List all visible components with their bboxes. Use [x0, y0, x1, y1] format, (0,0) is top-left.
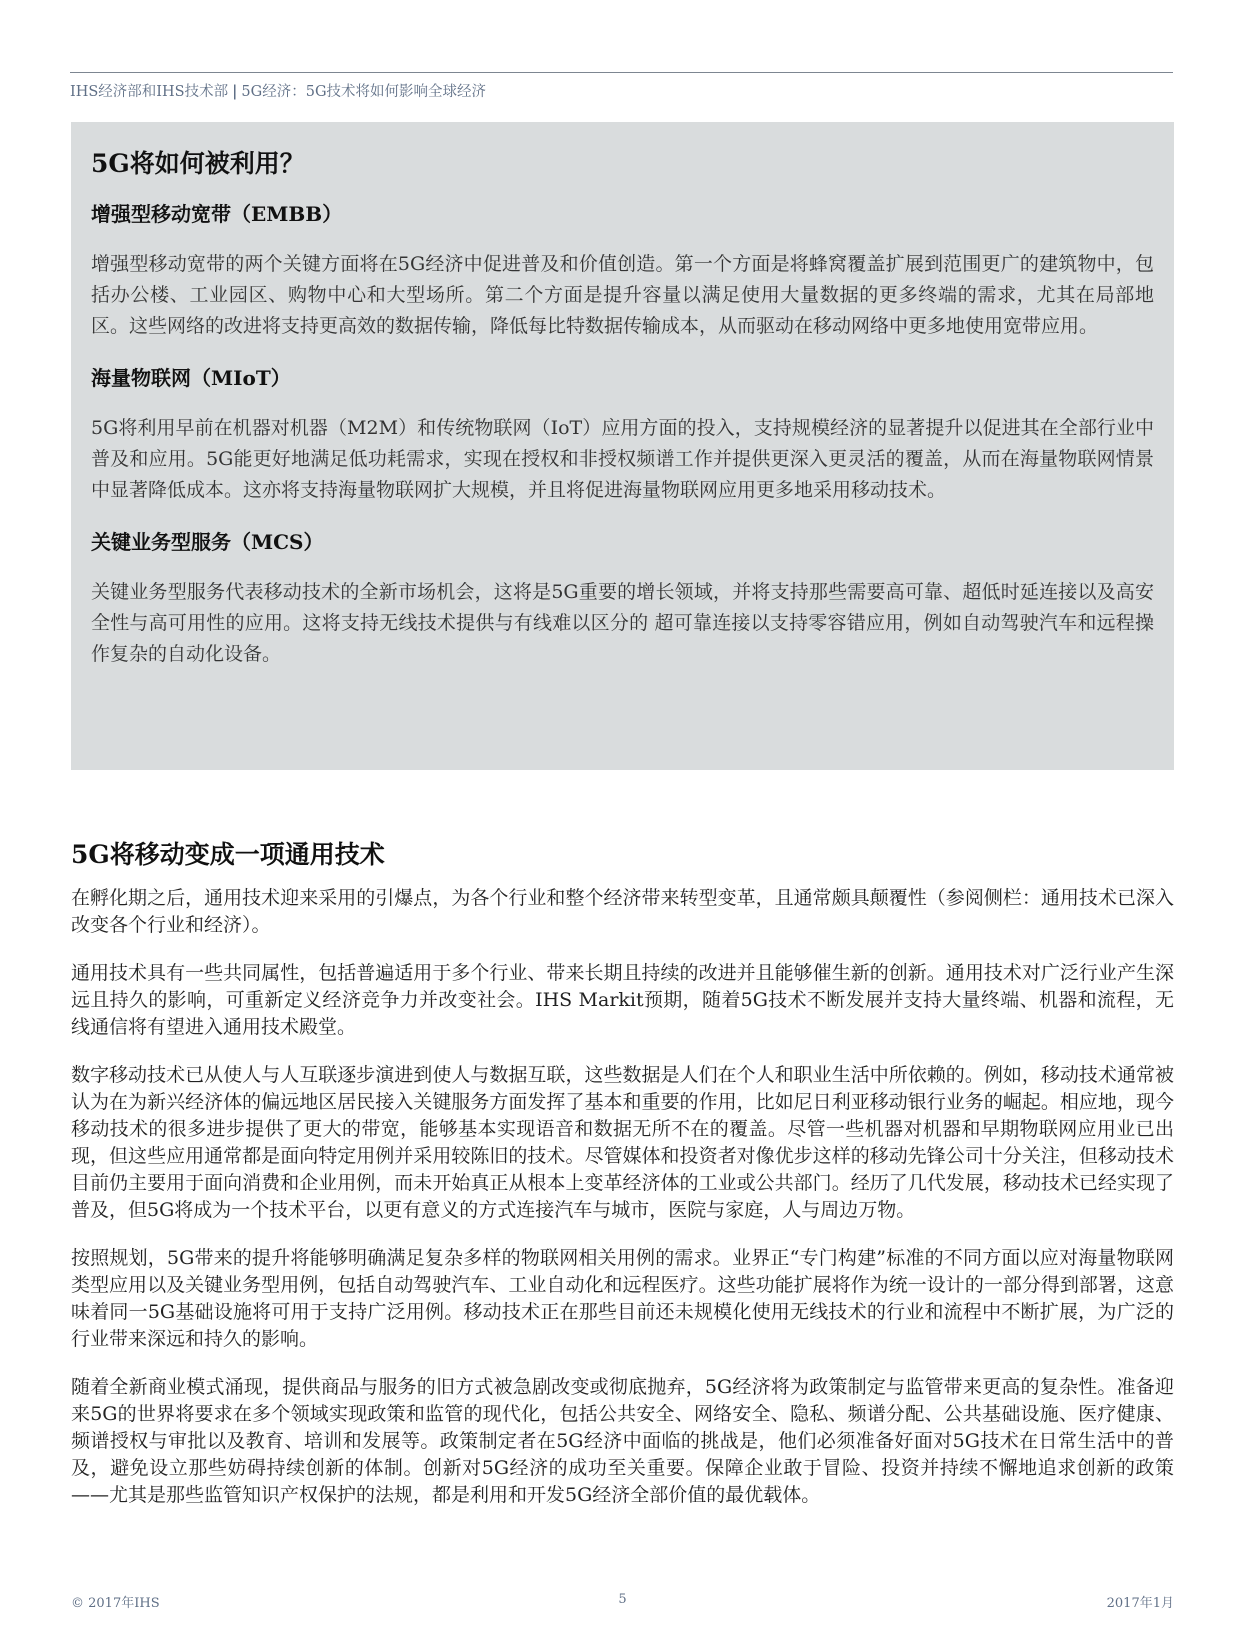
- header-title: 5G经济：5G技术将如何影响全球经济: [241, 84, 487, 100]
- sidebar-paragraph-embb: 增强型移动宽带的两个关键方面将在5G经济中促进普及和价值创造。第一个方面是将蜂窝覆盖扩展到范围更广的建筑物中，包括办公楼、工业园区、购物中心和大型场所。第二个方面是提升容量以满足使用大量数据的更多终端的需求，尤其在局部地区。这些网络的改进将支持更高效的数据传输，降低每比特数据传输成本，从而驱动在移动网络中更多地使用宽带应用。: [91, 253, 1154, 337]
- section-title: 5G将移动变成一项通用技术: [71, 840, 385, 869]
- sidebar-title: 5G将如何被利用？: [91, 149, 305, 178]
- sidebar-paragraph-mcs: 关键业务型服务代表移动技术的全新市场机会，这将是5G重要的增长领域，并将支持那些需要高可靠、超低时延连接以及高安全性与高可用性的应用。这将支持无线技术提供与有线难以区分的 超可靠连接以支持零容错应用，例如自动驾驶汽车和远程操作复杂的自动化设备。: [91, 581, 1154, 665]
- body-paragraph: 数字移动技术已从使人与人互联逐步演进到使人与数据互联，这些数据是人们在个人和职业生活中所依赖的。例如，移动技术通常被认为在为新兴经济体的偏远地区居民接入关键服务方面发挥了基本和重要的作用，比如尼日利亚移动银行业务的崛起。相应地，现今移动技术的很多进步提供了更大的带宽，能够基本实现语音和数据无所不在的覆盖。尽管一些机器对机器和早期物联网应用业已出现，但这些应用通常都是面向特定用例并采用较陈旧的技术。尽管媒体和投资者对像优步这样的移动先锋公司十分关注，但移动技术目前仍主要用于面向消费和企业用例，而未开始真正从根本上变革经济体的工业或公共部门。经历了几代发展，移动技术已经实现了普及，但5G将成为一个技术平台，以更有意义的方式连接汽车与城市，医院与家庭，人与周边万物。: [71, 1064, 1174, 1221]
- body-paragraph: 通用技术具有一些共同属性，包括普遍适用于多个行业、带来长期且持续的改进并且能够催生新的创新。通用技术对广泛行业产生深远且持久的影响，可重新定义经济竞争力并改变社会。IHS Markit预期，随着5G技术不断发展并支持大量终端、机器和流程，无线通信将有望进入通用技术殿堂。: [71, 962, 1174, 1038]
- footer-copyright: © 2017年IHS: [71, 1596, 160, 1611]
- footer-page-number: 5: [618, 1592, 627, 1607]
- body-paragraph: 在孵化期之后，通用技术迎来采用的引爆点，为各个行业和整个经济带来转型变革，且通常颇具颠覆性（参阅侧栏：通用技术已深入改变各个行业和经济）。: [71, 887, 1174, 936]
- sidebar-heading-miot: 海量物联网（MIoT）: [91, 366, 291, 390]
- header-separator: |: [232, 83, 238, 100]
- sidebar-heading-embb: 增强型移动宽带（EMBB）: [91, 202, 343, 226]
- sidebar-paragraph-miot: 5G将利用早前在机器对机器（M2M）和传统物联网（IoT）应用方面的投入，支持规模经济的显著提升以促进其在全部行业中普及和应用。5G能更好地满足低功耗需求，实现在授权和非授权频谱工作并提供更深入更灵活的覆盖，从而在海量物联网情景中显著降低成本。这亦将支持海量物联网扩大规模，并且将促进海量物联网应用更多地采用移动技术。: [91, 417, 1154, 501]
- header-publisher: IHS经济部和IHS技术部: [70, 84, 229, 100]
- sidebar-box: [71, 122, 1174, 770]
- main-section: [71, 835, 1174, 1530]
- sidebar-heading-mcs: 关键业务型服务（MCS）: [91, 530, 324, 554]
- running-header: [70, 80, 1170, 101]
- footer-date: 2017年1月: [1106, 1596, 1174, 1611]
- page-footer: [71, 1592, 1174, 1612]
- body-paragraph: 按照规划，5G带来的提升将能够明确满足复杂多样的物联网相关用例的需求。业界正“专门构建”标准的不同方面以应对海量物联网类型应用以及关键业务型用例，包括自动驾驶汽车、工业自动化和远程医疗。这些功能扩展将作为统一设计的一部分得到部署，这意味着同一5G基础设施将可用于支持广泛用例。移动技术正在那些目前还未规模化使用无线技术的行业和流程中不断扩展，为广泛的行业带来深远和持久的影响。: [71, 1247, 1174, 1350]
- body-paragraph: 随着全新商业模式涌现，提供商品与服务的旧方式被急剧改变或彻底抛弃，5G经济将为政策制定与监管带来更高的复杂性。准备迎来5G的世界将要求在多个领域实现政策和监管的现代化，包括公共安全、网络安全、隐私、频谱分配、公共基础设施、医疗健康、频谱授权与审批以及教育、培训和发展等。政策制定者在5G经济中面临的挑战是，他们必须准备好面对5G技术在日常生活中的普及，避免设立那些妨碍持续创新的体制。创新对5G经济的成功至关重要。保障企业敢于冒险、投资并持续不懈地追求创新的政策——尤其是那些监管知识产权保护的法规，都是利用和开发5G经济全部价值的最优载体。: [71, 1376, 1174, 1506]
- header-rule: [70, 72, 1173, 73]
